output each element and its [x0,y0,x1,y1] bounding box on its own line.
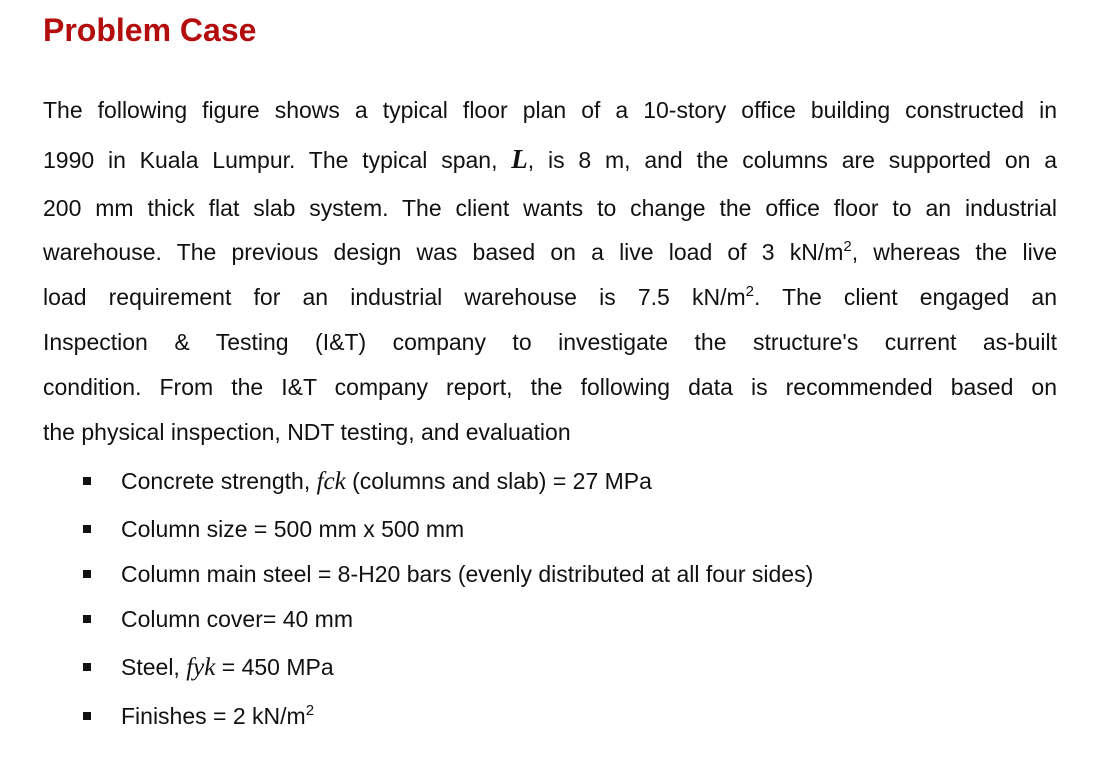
list-item [83,560,983,590]
variable-fck: fck [316,468,346,495]
list-item [83,467,983,497]
list-item [83,515,983,545]
paragraph-line-2 [43,145,1057,174]
paragraph-line-8: the physical inspection, NDT testing, and evaluation [43,419,571,445]
text-fragment: (columns and slab) = 27 MPa [345,468,652,494]
text-fragment: Concrete strength, [121,468,317,494]
list-item-text: Column cover= 40 mm [121,606,353,632]
list-item [83,653,983,683]
text-fragment: 1990 in Kuala Lumpur. The typical span, [43,147,498,173]
superscript: 2 [843,238,852,255]
list-item-text [121,467,652,496]
paragraph-line-4 [43,238,1057,266]
list-item [83,702,983,732]
superscript: 2 [305,702,315,719]
square-bullet-icon [83,663,91,671]
list-item-text [121,653,334,682]
list-item-text: Column main steel = 8-H20 bars (evenly distributed at all four sides) [121,561,814,587]
paragraph-line-6: Inspection & Testing (I&T) company to investigate the structure's current as-built [43,329,1057,355]
square-bullet-icon [83,615,91,623]
page-title: Problem Case [43,12,257,48]
text-fragment: warehouse. The previous design was based on a live load of 3 kN/m [43,239,844,265]
list-item-text: Column size = 500 mm x 500 mm [121,516,465,542]
text-fragment: Finishes = 2 kN/m [121,703,306,729]
square-bullet-icon [83,525,91,533]
square-bullet-icon [83,570,91,578]
span-variable-L: L [511,144,528,174]
list-item-text [121,702,314,730]
text-fragment: , whereas the live [851,239,1057,265]
text-fragment: , is 8 m, and the columns are supported on a [527,147,1058,173]
paragraph-line-7: condition. From the I&T company report, the following data is recommended based on [43,374,1057,400]
list-item [83,605,983,635]
square-bullet-icon [83,712,91,720]
superscript: 2 [745,283,754,300]
paragraph-line-3: 200 mm thick flat slab system. The client wants to change the office floor to an industrial [43,195,1057,221]
paragraph-line-1: The following figure shows a typical floor plan of a 10-story office building constructed in [43,97,1057,123]
variable-fyk: fyk [186,654,216,681]
text-fragment: = 450 MPa [215,654,334,680]
square-bullet-icon [83,477,91,485]
text-fragment: load requirement for an industrial warehouse is 7.5 kN/m [43,284,746,310]
paragraph-line-5 [43,283,1057,311]
text-fragment: Steel, [121,654,187,680]
text-fragment: . The client engaged an [753,284,1058,310]
